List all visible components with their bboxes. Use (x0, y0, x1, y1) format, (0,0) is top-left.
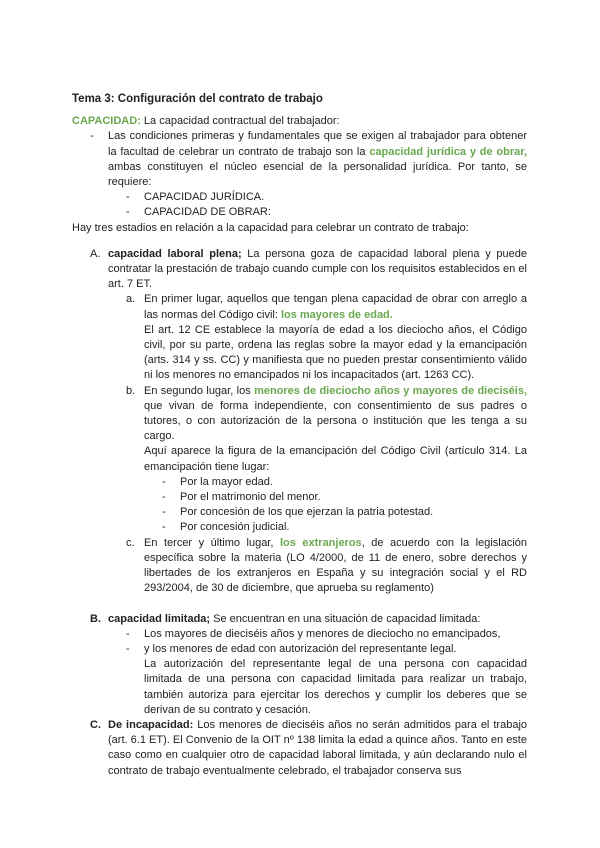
item-b (126, 384, 527, 536)
section-marker: A. (90, 247, 101, 260)
conditions-paragraph (90, 129, 527, 190)
text: Los menores de dieciséis años no serán admitidos para el trabajo (art. 6.1 ET). El Convenio de la OIT nº 138 limita la edad a quince años. Tanto en este caso como en cualquier otro de capacidad laboral limitada, y aún declarando nulo el contrato de trabajo eventualmente celebrado, el trabajador conserva sus (108, 718, 528, 777)
text: y los menores de edad con autorización del representante legal. (144, 642, 457, 655)
text: En primer lugar, aquellos que tengan plena capacidad de obrar con arreglo a las normas del Código civil: (144, 293, 527, 321)
stages-intro: Hay tres estadios en relación a la capacidad para celebrar un contrato de trabajo: (72, 221, 469, 234)
item-a (126, 292, 527, 383)
text: , de acuerdo con la legislación específica sobre la materia (LO 4/2000, de 11 de enero, sobre derechos y libertades de los extranjeros en España y su integración social y el RD 293/2004, de 30 de diciembre, que aprueba su reglamento) (144, 536, 528, 595)
list-item (126, 190, 524, 205)
list-item (162, 520, 527, 535)
highlight: los extranjeros (279, 536, 362, 549)
text: En tercer y último lugar, (144, 536, 280, 549)
text: La persona goza de capacidad laboral plena y puede contratar la prestación de trabajo cuando cumple con los requisitos establecidos en el art. 7 ET. (108, 247, 527, 291)
text: En segundo lugar, los (144, 384, 255, 397)
text: Por la mayor edad. (180, 475, 273, 488)
paragraph: El art. 12 CE establece la mayoría de edad a los dieciocho años, el Código civil, por su parte, ordena las reglas sobre la mayor edad y la emancipación (arts. 314 y ss. CC) y manifiesta que no pueden prestar consentimiento válido ni los menores no emancipados ni los incapacitados (art. 1263 CC). (144, 323, 527, 382)
text: c. (126, 536, 135, 549)
text: Por concesión de los que ejerzan la patria potestad. (180, 506, 434, 519)
list-item (162, 475, 527, 490)
dash-bullet: - (90, 130, 94, 143)
text: a. (126, 293, 136, 306)
list-item (126, 642, 527, 657)
text: Las condiciones primeras y fundamentales que se exigen al trabajador para obtener la facultad de celebrar un contrato de trabajo son la (108, 130, 527, 158)
text: CAPACIDAD DE OBRAR: (144, 206, 271, 219)
text: b. (126, 384, 136, 397)
document-body (72, 92, 528, 779)
text: - (162, 506, 166, 519)
text: C. (90, 718, 101, 731)
text: - (162, 521, 166, 534)
text: - (162, 475, 166, 488)
emancipation-list (144, 475, 527, 536)
capacidad-intro (72, 114, 528, 129)
section-heading: De incapacidad: (108, 718, 194, 731)
text: B. (90, 612, 101, 625)
section-heading: capacidad laboral plena; (108, 247, 242, 260)
text: - (126, 191, 130, 204)
item-c (126, 536, 528, 597)
intro-text: La capacidad contractual del trabajador: (140, 115, 340, 128)
text: Por el matrimonio del menor. (180, 491, 321, 504)
list-item (162, 490, 527, 505)
text: - (126, 627, 130, 640)
text: CAPACIDAD JURÍDICA. (144, 191, 265, 204)
highlight: menores de dieciocho años y mayores de dieciséis, (254, 384, 527, 397)
section-a (90, 247, 527, 293)
list-item (126, 627, 527, 642)
text: - (162, 491, 166, 504)
paragraph: La autorización del representante legal de una persona con capacidad limitada de una persona con capacidad limitada para realizar un trabajo, también autoriza para ejercitar los derechos y cumplir los deberes que se derivan de su contrato y cesación. (144, 658, 527, 716)
text: Por concesión judicial. (180, 521, 290, 534)
text: que vivan de forma independiente, con consentimiento de sus padres o tutores, o con autorización de la persona o institución que les tenga a su cargo. (144, 399, 527, 443)
capacidad-label: CAPACIDAD: (72, 115, 141, 128)
highlight: los mayores de edad. (280, 308, 393, 321)
paragraph: Aquí aparece la figura de la emancipación del Código Civil (artículo 314. La emancipación tiene lugar: (144, 445, 527, 473)
text: - (126, 642, 130, 655)
section-b (90, 612, 527, 718)
list-item (162, 505, 527, 520)
section-heading: capacidad limitada; (108, 612, 211, 625)
requirements-list (126, 190, 524, 220)
text: Los mayores de dieciséis años y menores de dieciocho no emancipados, (144, 627, 501, 640)
section-c (90, 718, 528, 779)
text: - (126, 206, 130, 219)
limited-list (108, 627, 527, 718)
highlight: capacidad jurídica y de obrar, (369, 145, 527, 158)
text: Se encuentran en una situación de capacidad limitada: (210, 612, 481, 625)
page-title: Tema 3: Configuración del contrato de trabajo (72, 93, 323, 105)
list-item (126, 205, 524, 220)
text: ambas constituyen el núcleo esencial de la personalidad jurídica. Por tanto, se requiere: (108, 160, 527, 189)
